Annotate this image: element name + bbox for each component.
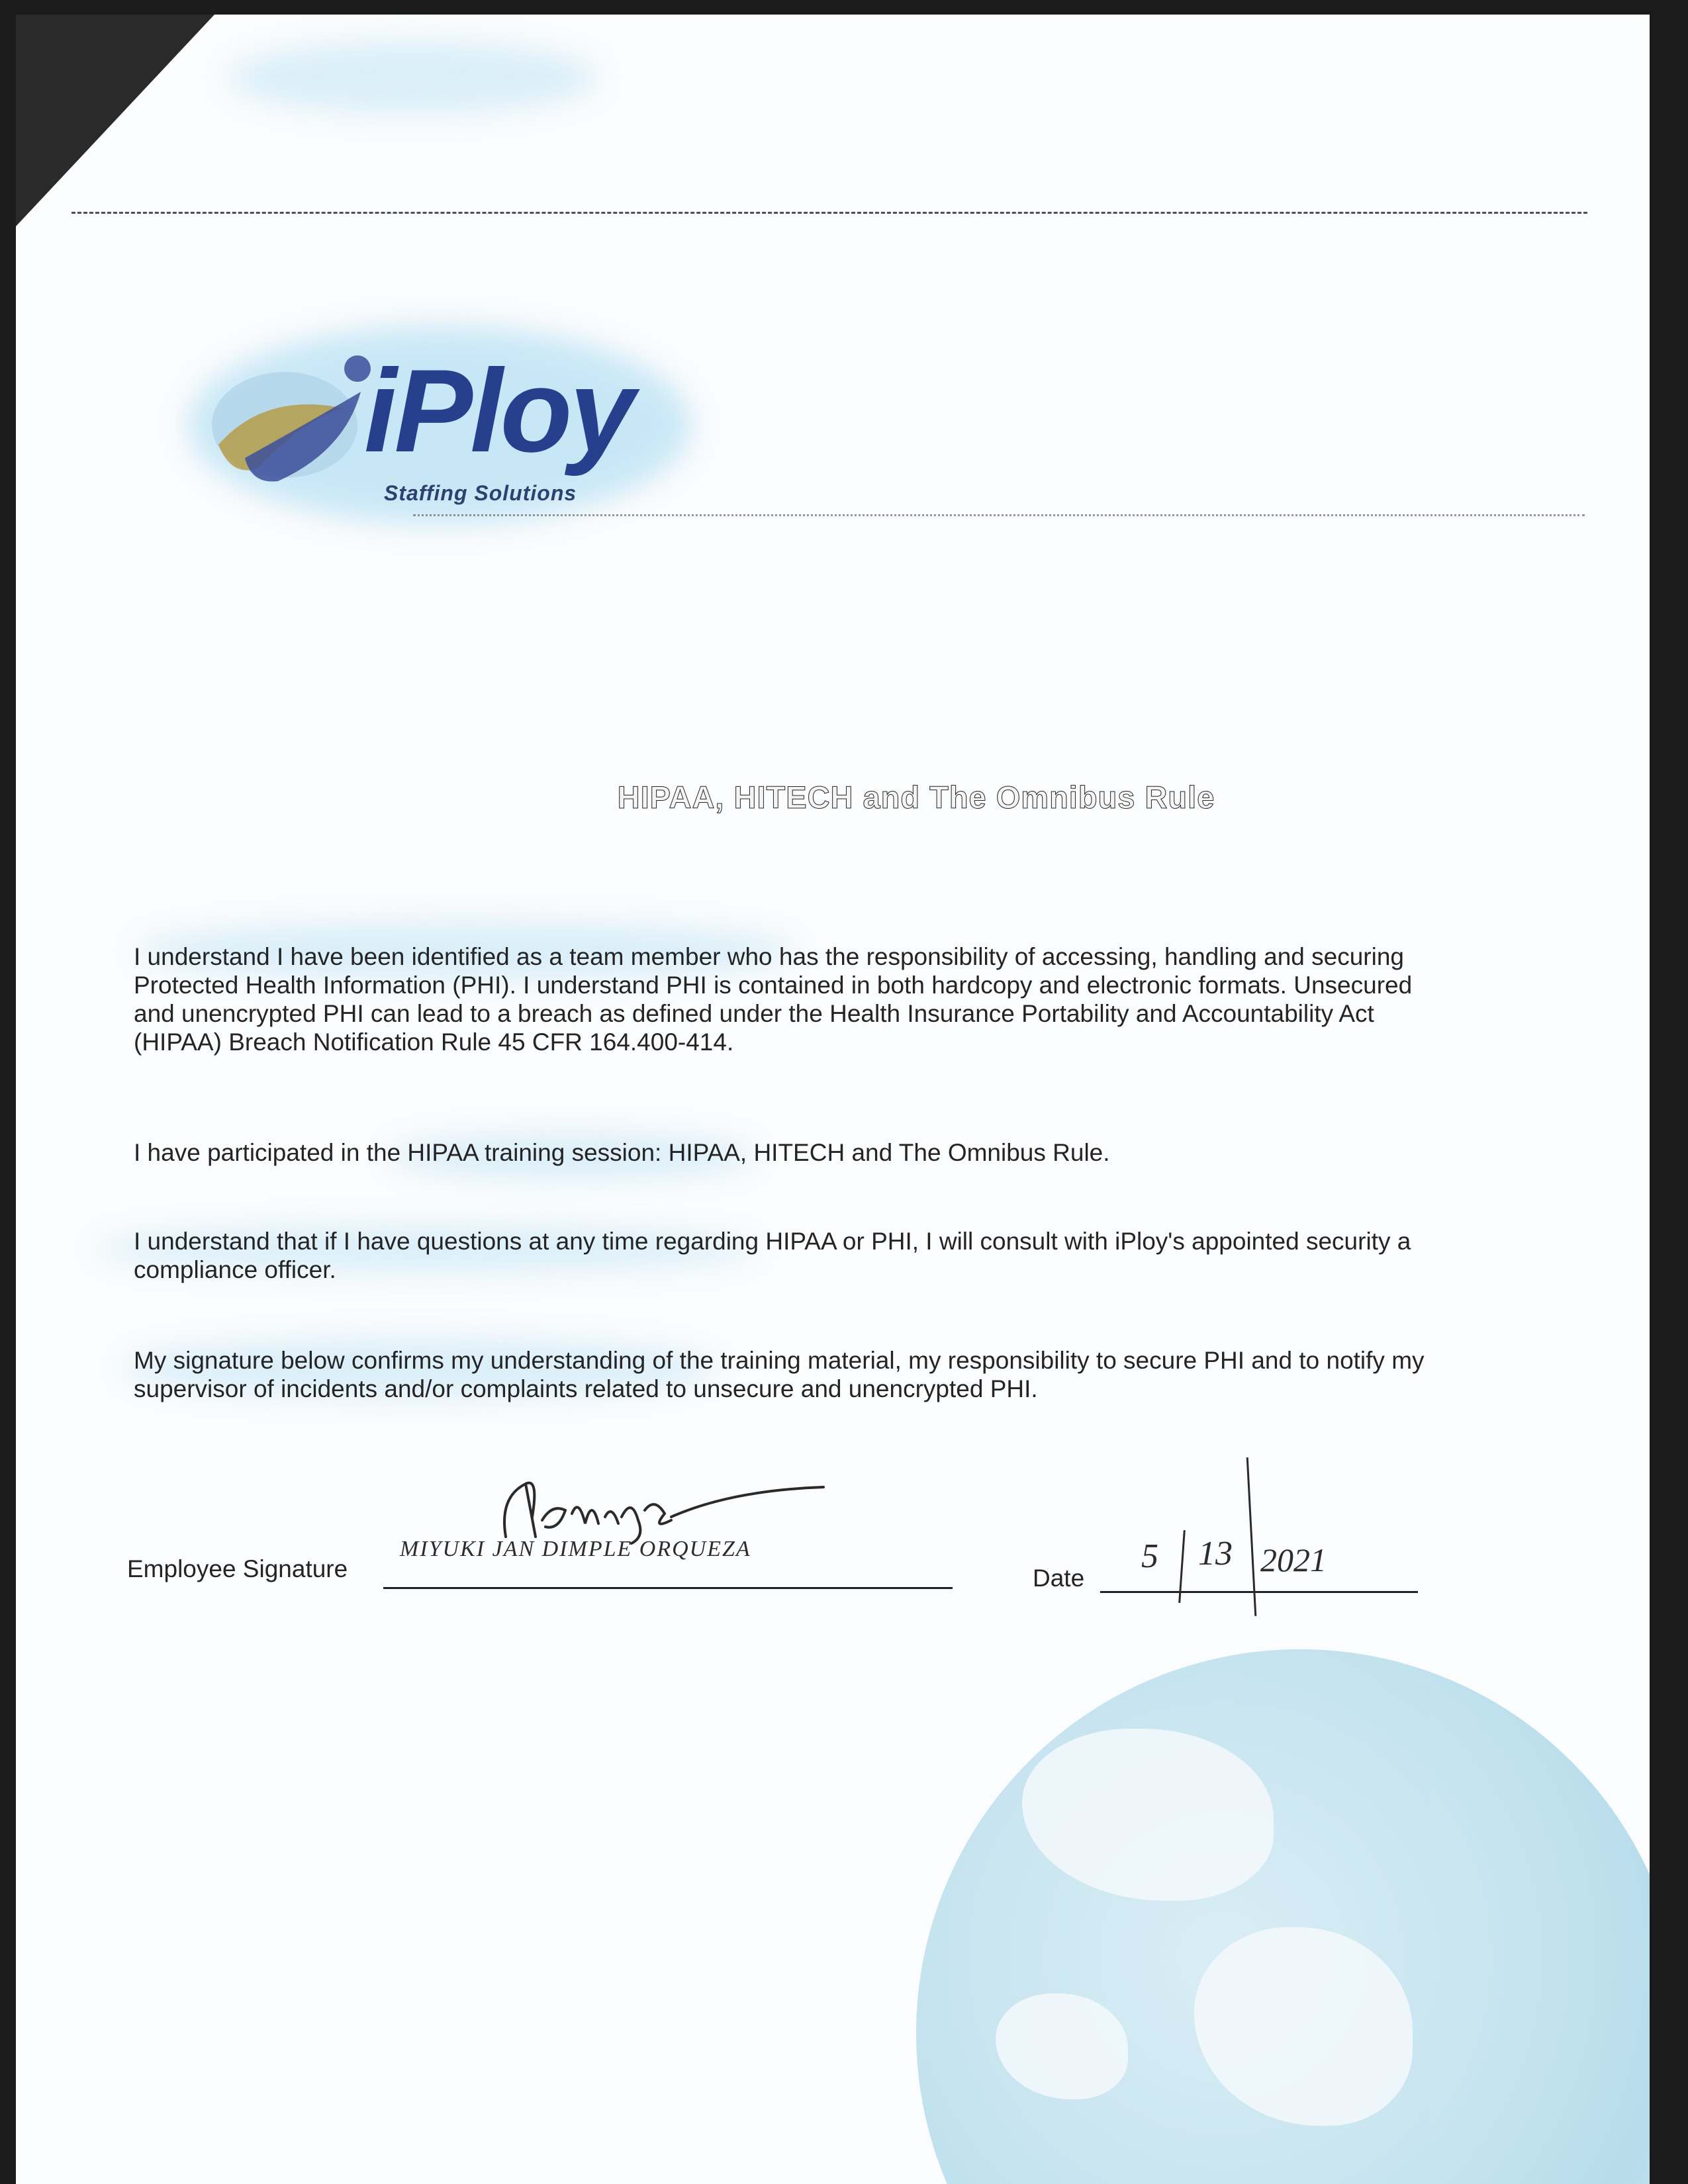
paragraph-signature-confirmation bbox=[134, 1346, 1630, 1403]
paragraph-line: compliance officer. bbox=[134, 1256, 336, 1283]
document-title: HIPAA, HITECH and The Omnibus Rule bbox=[617, 780, 1215, 815]
logo-tagline: Staffing Solutions bbox=[384, 481, 577, 505]
employee-signature-label: Employee Signature bbox=[127, 1555, 348, 1582]
paragraph-training bbox=[134, 1138, 1630, 1167]
document-page bbox=[16, 15, 1650, 2184]
paragraph-line: I have participated in the HIPAA training session: HIPAA, HITECH and The Omnibus Rule. bbox=[134, 1139, 1110, 1166]
folded-corner bbox=[16, 15, 214, 226]
globe-landmass bbox=[996, 1993, 1128, 2099]
paragraph-line: supervisor of incidents and/or complaints related to unsecure and unencrypted PHI. bbox=[134, 1375, 1038, 1402]
paragraph-line: My signature below confirms my understanding of the training material, my responsibility to secure PHI and to notify my bbox=[134, 1347, 1425, 1374]
paragraph-line: (HIPAA) Breach Notification Rule 45 CFR 164.400-414. bbox=[134, 1028, 734, 1056]
globe-landmass bbox=[1022, 1729, 1274, 1901]
header-rule bbox=[71, 212, 1587, 214]
date-month: 5 bbox=[1141, 1537, 1158, 1575]
date-year: 2021 bbox=[1260, 1541, 1327, 1578]
date-line bbox=[1100, 1591, 1418, 1593]
swoosh-figure-icon bbox=[205, 345, 377, 498]
scan-smudge bbox=[228, 41, 598, 114]
iploy-logo bbox=[205, 345, 682, 524]
paragraph-questions bbox=[134, 1227, 1630, 1284]
printed-employee-name: MIYUKI JAN DIMPLE ORQUEZA bbox=[400, 1537, 751, 1561]
paragraph-line: I understand that if I have questions at any time regarding HIPAA or PHI, I will consult with iPloy's appointed security a bbox=[134, 1228, 1411, 1255]
paragraph-line: I understand I have been identified as a team member who has the responsibility of accessing, handling and securing bbox=[134, 943, 1404, 970]
globe-watermark bbox=[916, 1649, 1650, 2184]
paragraph-phi-responsibility bbox=[134, 942, 1630, 1056]
date-label: Date bbox=[1033, 1565, 1085, 1592]
paragraph-line: and unencrypted PHI can lead to a breach as defined under the Health Insurance Portability and Accountability Act bbox=[134, 1000, 1374, 1027]
globe-landmass bbox=[1194, 1927, 1413, 2126]
paragraph-line: Protected Health Information (PHI). I understand PHI is contained in both hardcopy and electronic formats. Unsecured bbox=[134, 972, 1413, 999]
signature-line bbox=[383, 1587, 953, 1589]
date-day: 13 bbox=[1198, 1535, 1233, 1572]
logo-wordmark: iPloy bbox=[364, 345, 633, 477]
